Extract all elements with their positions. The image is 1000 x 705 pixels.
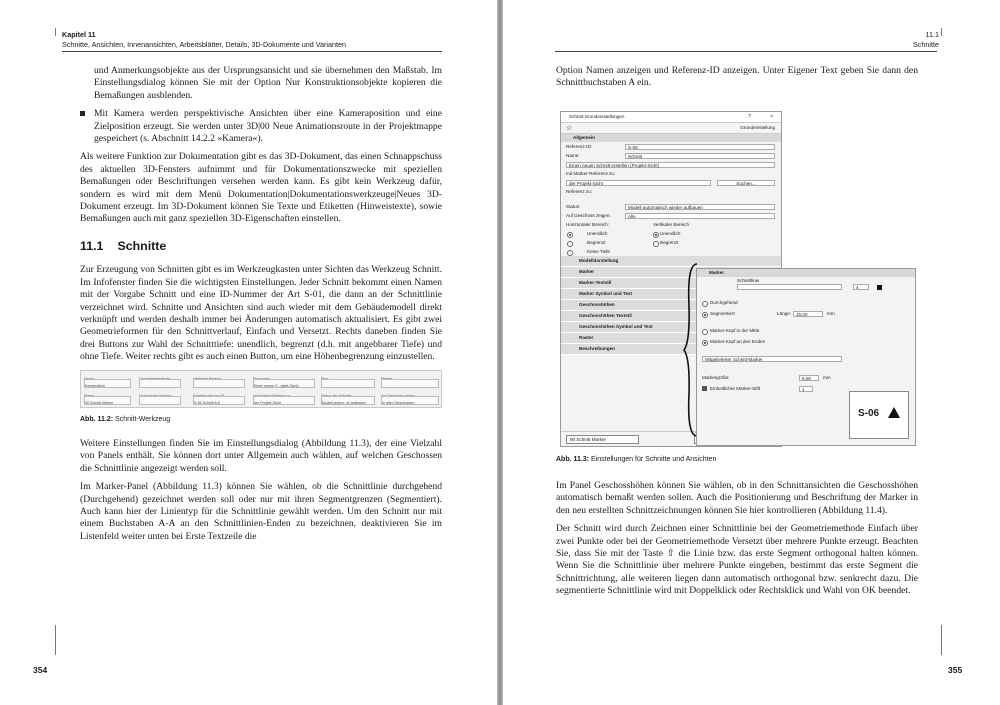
floor-select[interactable]: Alle: [625, 213, 775, 219]
radio-label: Unendlich: [587, 231, 608, 236]
toolbox-field-value: Modell autom...er aufbauen: [322, 400, 366, 405]
bullet-item: [80, 108, 442, 145]
status-field[interactable]: [321, 396, 375, 405]
page-number: 354: [33, 665, 48, 675]
field-label: Schnittlinie: [737, 278, 760, 283]
panel-label: Geschosshöhen Textstil: [579, 313, 632, 318]
section-number: 11.1: [80, 238, 104, 253]
radio-enden[interactable]: [702, 340, 708, 346]
panel-label: Geschosshöhen Symbol und Text: [579, 324, 653, 329]
marker-header[interactable]: [697, 269, 915, 277]
field-label: Referenz-ID:: [566, 144, 593, 149]
chapter-title: Schnitte, Ansichten, Innenansichten, Arbeitsblätter, Details, 3D-Dokumente und Varianten: [62, 39, 346, 49]
paragraph: Weitere Einstellungen finden Sie im Einstellungsdialog (Abbildung 11.3), der eine Vielzahl von Panels enthält. Sie können dort unter Allgemein auch wählen, auf welchen Geschossen die Schnittlinie angezeigt werden soll.: [80, 437, 442, 474]
default-label: Grundeinstellung: [740, 125, 775, 130]
field-label: Vertikaler Bereich: [653, 222, 690, 227]
paragraph: Option Namen anzeigen und Referenz-ID anzeigen. Unter Eigener Text geben Sie dann den Schnittbuchstaben A ein.: [556, 65, 918, 89]
running-head: [913, 30, 939, 49]
toolbox-field-value: Schnitt 6-6: [202, 400, 220, 405]
unit-label: mm: [823, 375, 831, 380]
section-number: 11.1: [925, 30, 939, 39]
status-row: [561, 202, 781, 211]
name-input[interactable]: Schnitt: [625, 153, 775, 159]
panel-label: Marker Symbol und Text: [579, 291, 633, 296]
field-label: Horizontaler Bereich:: [566, 222, 609, 227]
toolbox-field-value: S-06: [194, 400, 202, 405]
range-row-1: [561, 229, 781, 238]
size-row: [697, 372, 915, 383]
paragraph: Im Panel Geschosshöhen können Sie wählen, ob in den Schnittansichten die Geschosshöhen automatisch bemaßt werden sollen. Auch die Positionierung und Beschriftung der Marker in den neu erstellten Schnittzeichnungen können Sie hier kontrollieren (Abbildung 11.4).: [556, 480, 918, 516]
spacer: [697, 364, 915, 372]
ref-id-row: [561, 142, 781, 151]
horizontal-range-buttons[interactable]: [139, 396, 181, 405]
radio-label: Segmentiert: [710, 311, 735, 316]
marker-type-row: [697, 353, 915, 364]
crop-mark: [55, 28, 56, 36]
panel-modelldarstellung[interactable]: [561, 256, 781, 267]
schnitt-toolbox-figure: [80, 370, 442, 408]
layer-field[interactable]: [84, 396, 131, 405]
create-option-field[interactable]: [253, 379, 315, 388]
left-body: [80, 65, 442, 549]
marker-ref-field[interactable]: [253, 396, 315, 405]
head-rule: [555, 51, 937, 52]
toolbox-field-value: 90 Schnitt Marker: [85, 400, 114, 405]
floor-row: [561, 211, 781, 220]
reference-row: [561, 187, 781, 196]
vertical-range-field[interactable]: [193, 379, 245, 388]
crop-mark: [941, 28, 942, 36]
search-button[interactable]: Suchen...: [717, 180, 775, 186]
help-button[interactable]: ?: [748, 114, 751, 120]
radio-begrenzt[interactable]: [567, 241, 573, 247]
crop-mark: [941, 625, 942, 655]
toolbox-field-value: Konstruktion: [85, 383, 105, 388]
figure-label: Abb. 11.3:: [556, 456, 590, 463]
geometry-method-buttons[interactable]: [139, 379, 181, 388]
field-label: Status:: [566, 204, 581, 209]
length-input[interactable]: 15,00: [793, 311, 823, 317]
section-heading: [80, 240, 442, 252]
create-row: [561, 160, 781, 169]
figure-label: Abb. 11.2:: [80, 415, 114, 423]
right-page: [503, 0, 1000, 705]
radio-unendlich[interactable]: [567, 232, 573, 238]
marker-ref-select[interactable]: der Projekt-Sicht: [566, 180, 711, 186]
range-row-2: [561, 238, 781, 247]
paragraph: Der Schnitt wird durch Zeichnen einer Schnittlinie bei der Geometriemethode Einfach über zwei Punkte oder bei der Geometriemethode Versetzt über mehrere Punkte erzeugt. Beachten Sie, dass Sie mit der Taste ⇧ die Linie bzw. das erste Segment orthogonal halten können. Wenn Sie die Schnittlinie über mehrere Punkte eingeben, bestimmt das erste Segment die Schnittrichtung, alle weiteren liegen dann automatisch orthogonal bzw. senkrecht dazu. Die segmentierte Schnittlinie wird mit Doppelklick oder Rechtsklick und Wahl von OK beendet.: [556, 523, 918, 597]
radio-label: Begrenzt: [660, 240, 679, 245]
plan-field[interactable]: [321, 379, 375, 388]
pen-swatch[interactable]: [877, 285, 882, 290]
left-page: [0, 0, 497, 705]
id-name-field[interactable]: [193, 396, 245, 405]
radio-durchgehend[interactable]: [702, 301, 708, 307]
radio-unendlich-v[interactable]: [653, 232, 659, 238]
size-input[interactable]: 6,00: [799, 375, 819, 381]
crop-mark: [55, 625, 56, 655]
range-label-row: [561, 220, 781, 229]
right-body: [556, 480, 918, 604]
toolbox-field[interactable]: [84, 379, 131, 388]
panel-label: Geschosshöhen: [579, 302, 615, 307]
radio-label: Durchgehend: [710, 300, 738, 305]
line-type-select[interactable]: [737, 284, 842, 290]
figure-caption: [80, 414, 442, 426]
line-weight-input[interactable]: 4: [853, 284, 869, 290]
radio-begrenzt-v[interactable]: [653, 241, 659, 247]
field-label: Referenz zu:: [566, 189, 593, 194]
toolbox-field-value: In allen Geschossen: [382, 400, 415, 405]
general-header[interactable]: [561, 134, 781, 142]
create-option-select[interactable]: Einen neuen Schnitt erstellen (Projekt-Sicht): [566, 162, 775, 168]
marker-field[interactable]: [381, 379, 439, 388]
star-icon[interactable]: ☆: [566, 125, 573, 132]
paragraph: und Anmerkungsobjekte aus der Ursprungsansicht und sie übernehmen den Maßstab. Im Einstellungsdialog können Sie mit der Option Nur Konstruktionsobjekte kopieren die Bemaßungen ausblenden.: [94, 65, 442, 101]
name-row: [561, 151, 781, 160]
range-row-3: [561, 247, 781, 256]
durchgehend-row: [697, 297, 915, 308]
favorites-row: [561, 123, 781, 134]
marker-preview: [849, 391, 909, 439]
radio-mitte[interactable]: [702, 329, 708, 335]
paragraph: Als weitere Funktion zur Dokumentation gibt es das 3D-Dokument, das einen Schnappschuss des aktuellen 3D-Fensters aufnimmt und für Dokumentationszwecke mit speziellen Bemaßungen oder Beschriftungen versehen werden kann. Es gibt kein Werkzeug dafür, sondern es wird mit dem Menü Dokumentation|Dokumentationswerkzeuge|Neues 3D-Dokument erzeugt. Im 3D-Dokument können Sie Texte und Etiketten (Hinweistexte), sowie Bemaßungen auch mit ganz speziellen 3D-Eigenschaften einstellen.: [80, 151, 442, 225]
field-label: Einheitlicher Marker-Stift: [710, 386, 761, 391]
radio-label: Unendlich: [660, 231, 681, 236]
figure-text: Schnitt-Werkzeug: [115, 415, 171, 423]
panel-label: Raster: [579, 335, 594, 340]
figure-caption: [556, 456, 716, 463]
radio-label: Begrenzt: [587, 240, 606, 245]
line-type-row: [697, 277, 915, 297]
header-label: Marker: [709, 270, 725, 275]
unit-label: mm: [827, 311, 835, 316]
panel-label: Marker: [579, 269, 595, 274]
triangle-icon: [888, 407, 900, 418]
bullet-text: Mit Kamera werden perspektivische Ansichten über eine Kameraposition und eine Zielposition erzeugt. Sie werden unter 3D|00 Neue Animationsroute in der Projektmappe gespeichert (s. Abschnitt 14.2.2 »Kamera«).: [94, 108, 442, 145]
pen-input[interactable]: 1: [799, 386, 813, 392]
marker-type-select[interactable]: Mitgelieferter Schnitt-Marker: [702, 356, 842, 362]
figure-text: Einstellungen für Schnitte und Ansichten: [591, 456, 717, 463]
dialog-title: Schnitt-Grundeinstellungen: [569, 114, 625, 119]
header-label: Allgemein: [573, 135, 595, 140]
toolbox-field-value: Einen neuen S...ojekt-Sicht): [254, 383, 299, 388]
paragraph: Zur Erzeugung von Schnitten gibt es im Werkzeugkasten unter Sichten das Werkzeug Schnitt. Im Infofenster finden Sie die wichtigsten Einstellungen. Jeder Schnitt bekommt einen Namen mit der Vorgabe Schnitt und eine ID-Nummer der Art S-01, die dann an der Schnittlinie verzeichnet wird. Schnitte und Ansichten sind auch wieder mit dem Gebäudemodell direkt verknüpft und werden deshalb immer bei Änderungen automatisch aktualisiert. Es gibt zwei Geometrieformen für den Schnittverlauf, Einfach und Versetzt. Rechts daneben finden Sie drei Buttons zur Wahl der Schnitttiefe: unendlich, begrenzt (d.h. mit angebbarer Tiefe) und ohne Tiefe. Weiter rechts gibt es auch einen Button, um eine Höhenbegrenzung einzustellen.: [80, 264, 442, 363]
layer-select[interactable]: 90 Schnitt Marker: [566, 435, 639, 444]
radio-segmentiert[interactable]: [702, 312, 708, 318]
bullet-square-icon: [80, 111, 85, 116]
section-title: Schnitte: [913, 39, 939, 49]
field-label: Markergröße:: [702, 375, 730, 380]
toolbox-field-value: der Projekt-Sicht: [254, 400, 281, 405]
floor-field[interactable]: [381, 396, 439, 405]
radio-label: Keine Tiefe: [587, 249, 610, 254]
radio-label: Marker-Kopf an den Enden: [710, 339, 766, 344]
section-title: Schnitte: [117, 238, 167, 253]
marker-ref-row: [561, 178, 781, 187]
chapter-label: Kapitel 11: [62, 30, 96, 39]
field-label: Name:: [566, 153, 580, 158]
checkbox-checked[interactable]: [702, 386, 707, 391]
panel-label: Modelldarstellung: [579, 258, 619, 263]
segmentiert-row: [697, 308, 915, 319]
close-button[interactable]: ×: [770, 114, 773, 120]
enden-row: [697, 336, 915, 347]
preview-id: S-06: [858, 408, 880, 419]
ref-id-input[interactable]: S-06: [625, 144, 775, 150]
radio-label: Marker-Kopf in der Mitte: [710, 328, 760, 333]
paragraph: Im Marker-Panel (Abbildung 11.3) können Sie wählen, ob die Schnittlinie durchgehend (Durchgehend) gezeichnet werden soll oder nur mit ihren Segmentgrenzen (Segmentiert). Auch kann hier der Linientyp für die Schnittlinie gewählt werden. Um den Schnitt nur mit einem Buchstaben A-A an den Schnittlinien-Enden zu bezeichnen, deaktivieren Sie im Listenfeld weiter unten bei Erste Textzeile die: [80, 481, 442, 542]
marker-ref-label-row: [561, 169, 781, 178]
mitte-row: [697, 325, 915, 336]
right-intro: [556, 65, 918, 96]
marker-panel: [696, 268, 916, 446]
running-head: [62, 30, 346, 49]
status-select[interactable]: Modell automatisch wieder aufbauen: [625, 204, 775, 210]
radio-keine-tiefe[interactable]: [567, 250, 573, 256]
panel-label: Beschreibungen: [579, 346, 615, 351]
field-label: Länge:: [777, 311, 792, 316]
panel-label: Marker-Textstil: [579, 280, 612, 285]
field-label: mit Marker-Referenz zu:: [566, 171, 616, 176]
dialog-titlebar: [561, 112, 781, 123]
field-label: Auf Geschoss zeigen:: [566, 213, 611, 218]
page-number: 355: [948, 665, 963, 675]
head-rule: [62, 51, 442, 52]
